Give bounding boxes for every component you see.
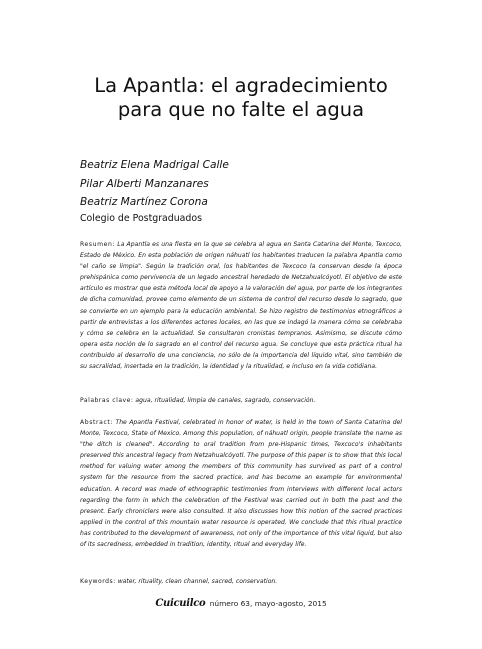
issue-info: número 63, mayo-agosto, 2015 xyxy=(209,599,327,608)
author-name: Beatriz Elena Madrigal Calle xyxy=(80,159,229,171)
abstract-label: Abstract: xyxy=(80,419,114,426)
palabras-clave-text: agua, ritualidad, limpia de canales, sagrado, conservación. xyxy=(135,397,316,404)
keywords-text: water, rituality, clean channel, sacred, conservation. xyxy=(117,578,278,585)
journal-logo: Cuicuilco xyxy=(155,598,206,609)
keywords-label: Keywords: xyxy=(80,578,116,585)
keywords-section xyxy=(80,576,402,587)
abstract-text: The Apantla Festival, celebrated in honor of water, is held in the town of Santa Catarina del Monte, Texcoco, State of Mexico. Among this population, of náhuatl origin, people translate the name as "the ditch is cleaned". According to oral tradition from pre-Hispanic times, Texcoco's inhabitants preserved this ancestral legacy from Netzahualcóyotl. The purpose of this paper is to show that this local method for valuing water among the members of this community has survived as part of a control system for the resource from the sacred practice, and has become an example for environmental education. A record was made of ethnographic testimonies from interviews with different local actors regarding the form in which the celebration of the Festival was carried out in both the past and the present. Early chroniclers were also consulted. It also discusses how this notion of the sacred practices applied in the control of this mountain water resource is operated. We conclude that this ritual practice has contributed to the development of awareness, not only of the importance of this vital liquid, but also of its sacredness, embedded in tradition, identity, ritual and everyday life. xyxy=(80,419,403,549)
resumen-section xyxy=(80,239,402,372)
resumen-text: La Apantla es una fiesta en la que se celebra al agua en Santa Catarina del Monte, Texcoco, Estado de México. En esta población de origen náhuatl los habitantes traducen la palabra Apantla como "el caño se limpia". Según la tradición oral, los habitantes de Texcoco la conservan desde la época prehispánica como pervivencia de un legado ancestral heredado de Netzahualcóyotl. El objetivo de este artículo es mostrar que esta métoda local de apoyo a la valoración del agua, por parte de los integrantes de dicha comunidad, provee como elemento de un sistema de control del recurso desde lo sagrado, que se convierte en un ejemplo para la educación ambiental. Se hizo registro de testimonios etnográficos a partir de entrevistas a los diferentes actores locales, en las que se indagó la manera cómo se celebraba y cómo se celebra en la actualidad. Se consultaron cronistas tempranos. Asimismo, se discute cómo opera esta noción de lo sagrado en el control del recurso agua. Se concluye que esta práctica ritual ha contribuido al desarrollo de una conciencia, no sólo de la importancia del líquido vital, sino también de su sacralidad, insertada en la tradición, la identidad y la ritualidad, e incluso en la vida cotidiana. xyxy=(80,241,402,371)
palabras-clave-section xyxy=(80,395,402,406)
title-line-1: La Apantla: el agradecimiento xyxy=(94,74,388,97)
title-line-2: para que no falte el agua xyxy=(117,98,365,121)
resumen-label: Resumen: xyxy=(80,241,116,248)
abstract-section xyxy=(80,417,402,550)
article-title xyxy=(40,74,442,122)
author-institution: Colegio de Postgraduados xyxy=(80,212,202,224)
page-footer xyxy=(0,598,482,609)
author-name: Beatriz Martínez Corona xyxy=(80,196,208,209)
author-list xyxy=(80,156,420,226)
author-name: Pilar Alberti Manzanares xyxy=(80,177,209,190)
palabras-clave-label: Palabras clave: xyxy=(80,397,134,404)
